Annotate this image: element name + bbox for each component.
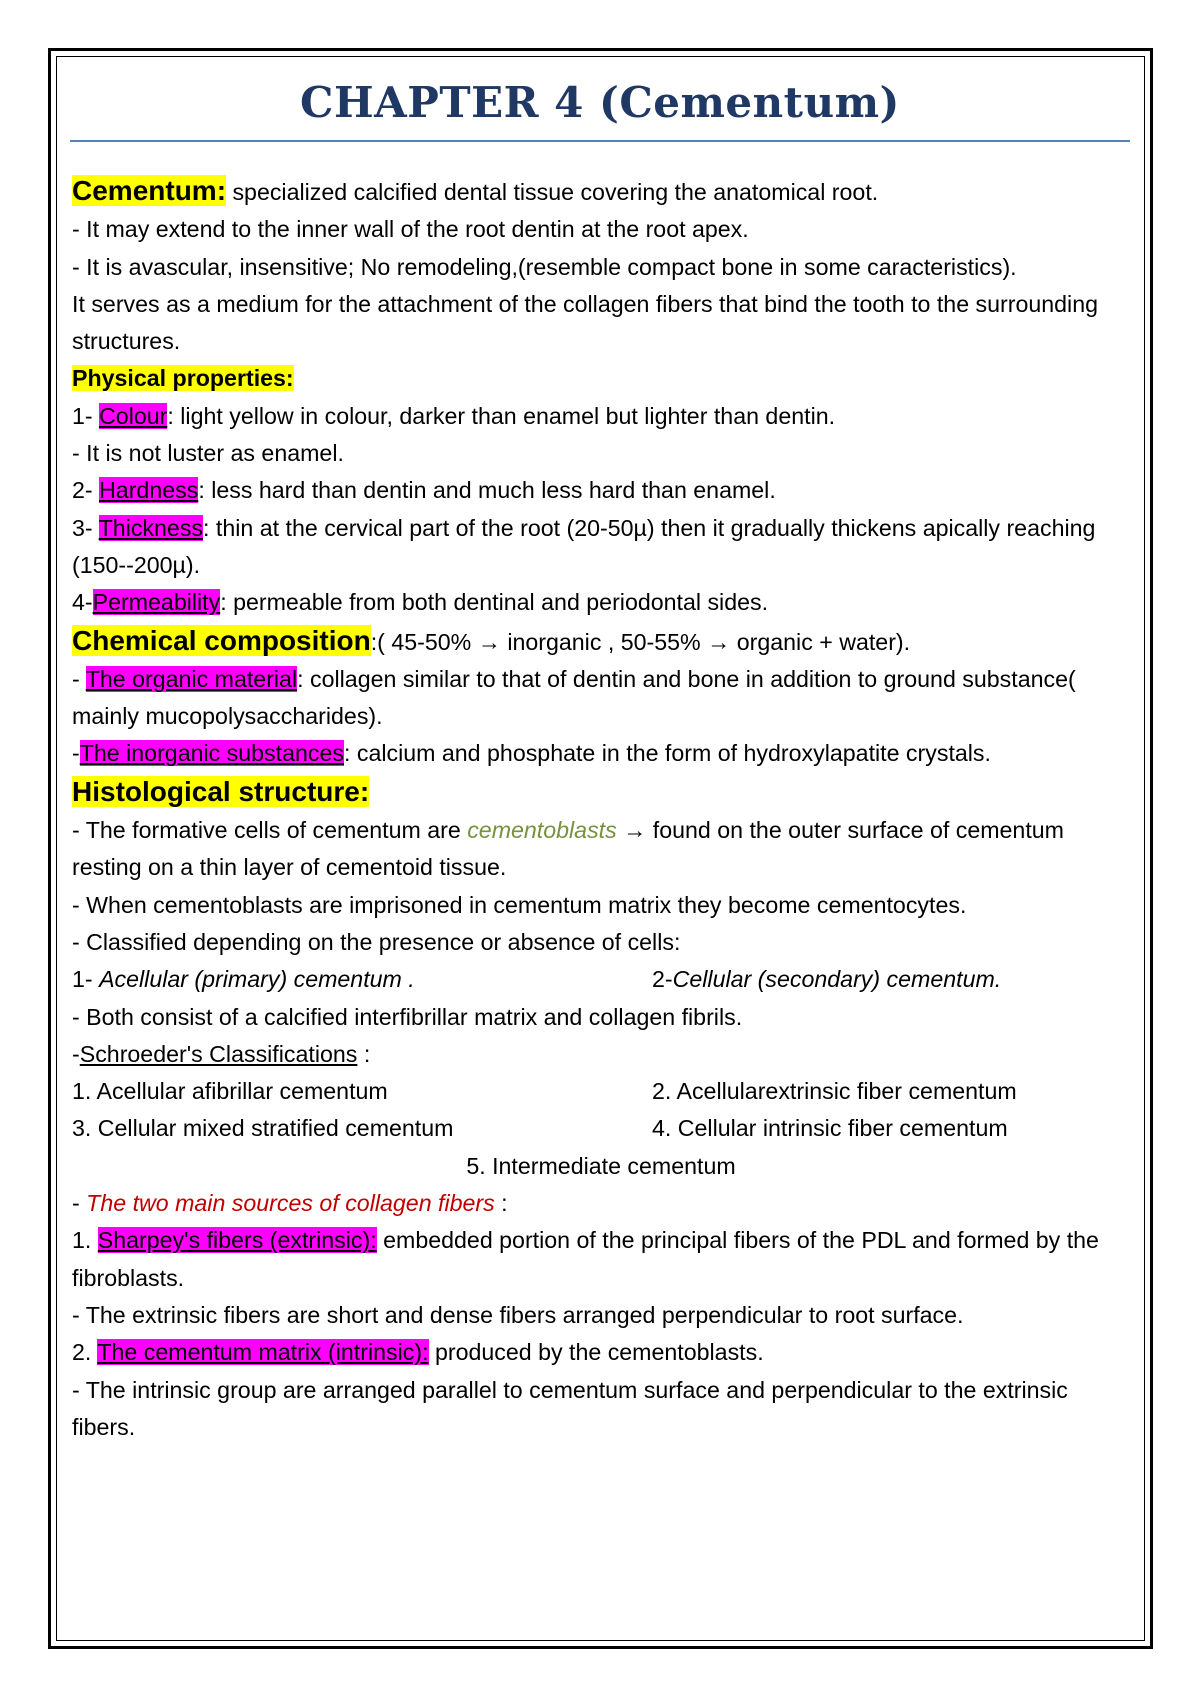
sharpey-item bbox=[72, 1222, 1130, 1297]
matrix-prefix: 2. bbox=[72, 1339, 98, 1366]
avascular-note: - It is avascular, insensitive; No remodeling,(resemble compact bone in some caracteristics). bbox=[72, 253, 1017, 280]
type-cellular bbox=[652, 961, 1001, 998]
schroeder-item-2: 2. Acellularextrinsic fiber cementum bbox=[652, 1078, 1017, 1105]
cementum-types-row bbox=[72, 961, 1130, 998]
schroeder-pre: - bbox=[72, 1040, 80, 1067]
schroeder-post: : bbox=[357, 1040, 371, 1067]
colour-item bbox=[72, 398, 1130, 435]
type2-text: Cellular (secondary) cementum. bbox=[672, 966, 1002, 993]
schroeder-item-1: 1. Acellular afibrillar cementum bbox=[72, 1078, 388, 1105]
organic-text: : collagen similar to that of dentin and bone in addition to ground substance( mainly mucopolysaccharides). bbox=[72, 665, 1076, 730]
organic-prefix: - bbox=[72, 665, 86, 692]
attachment-note: It serves as a medium for the attachment of the collagen fibers that bind the tooth to the surrounding structures. bbox=[72, 290, 1099, 355]
permeability-item bbox=[72, 584, 1130, 621]
sharpey-term: Sharpey's fibers (extrinsic): bbox=[97, 1227, 377, 1254]
thickness-term: Thickness bbox=[98, 514, 204, 541]
hardness-term: Hardness bbox=[99, 477, 199, 504]
formative-post: → found on the outer surface of cementum resting on a thin layer of cementoid tissue. bbox=[72, 817, 1064, 881]
inorganic-item bbox=[72, 735, 1130, 772]
formative-cells-note bbox=[72, 812, 1130, 887]
cementum-definition bbox=[72, 172, 1130, 211]
matrix-text: produced by the cementoblasts. bbox=[428, 1339, 764, 1366]
permeability-prefix: 4- bbox=[72, 589, 93, 616]
cementum-definition-text: specialized calcified dental tissue covering the anatomical root. bbox=[226, 179, 879, 205]
permeability-term: Permeability bbox=[92, 589, 221, 616]
type2-number: 2- bbox=[652, 966, 673, 993]
chemical-ratio-text: :( 45-50% → inorganic , 50-55% → organic + water). bbox=[370, 628, 911, 655]
colour-text: : light yellow in colour, darker than enamel but lighter than dentin. bbox=[167, 402, 836, 429]
type-acellular bbox=[72, 961, 652, 998]
sharpey-prefix: 1. bbox=[72, 1227, 98, 1254]
schroeder-term: Schroeder's Classifications bbox=[79, 1040, 358, 1067]
thickness-prefix: 3- bbox=[72, 514, 99, 541]
schroeder-item-5: 5. Intermediate cementum bbox=[466, 1152, 736, 1179]
type1-text: Acellular (primary) cementum . bbox=[99, 966, 415, 993]
hardness-item bbox=[72, 472, 1130, 509]
matrix-composition-note: - Both consist of a calcified interfibrillar matrix and collagen fibrils. bbox=[72, 1003, 743, 1030]
schroeder-heading bbox=[72, 1036, 1130, 1073]
luster-note: - It is not luster as enamel. bbox=[72, 440, 344, 467]
chemical-heading-text: Chemical composition bbox=[72, 624, 371, 656]
classification-intro: - Classified depending on the presence or absence of cells: bbox=[72, 928, 681, 955]
sources-pre: - bbox=[72, 1190, 87, 1217]
schroeder-item-3: 3. Cellular mixed stratified cementum bbox=[72, 1115, 454, 1142]
extrinsic-note: - The extrinsic fibers are short and dense fibers arranged perpendicular to root surface. bbox=[72, 1301, 964, 1328]
inorganic-term: The inorganic substances bbox=[79, 740, 344, 767]
organic-term: The organic material bbox=[85, 665, 298, 692]
histological-heading bbox=[72, 773, 1130, 812]
root-apex-note: - It may extend to the inner wall of the root dentin at the root apex. bbox=[72, 216, 749, 243]
sources-term: The two main sources of collagen fibers bbox=[86, 1190, 495, 1217]
sharpey-text: embedded portion of the principal fibers of the PDL and formed by the fibroblasts. bbox=[72, 1227, 1099, 1291]
physical-heading-text: Physical properties: bbox=[72, 365, 294, 392]
type1-number: 1- bbox=[72, 966, 100, 993]
cementum-term: Cementum: bbox=[72, 175, 227, 206]
histological-heading-text: Histological structure: bbox=[72, 775, 370, 807]
schroeder-row-2 bbox=[72, 1110, 1130, 1147]
colour-term: Colour bbox=[99, 402, 168, 429]
title-underline-rule bbox=[70, 140, 1130, 142]
inorganic-text: : calcium and phosphate in the form of hydroxylapatite crystals. bbox=[343, 740, 991, 767]
page-title: CHAPTER 4 (Cementum) bbox=[300, 78, 900, 127]
intrinsic-note: - The intrinsic group are arranged parallel to cementum surface and perpendicular to the extrinsic fibers. bbox=[72, 1376, 1068, 1440]
hardness-text: : less hard than dentin and much less hard than enamel. bbox=[198, 477, 776, 504]
formative-pre: - The formative cells of cementum are bbox=[72, 817, 468, 844]
colour-prefix: 1- bbox=[72, 402, 100, 429]
cementocytes-note: - When cementoblasts are imprisoned in cementum matrix they become cementocytes. bbox=[72, 891, 967, 918]
hardness-prefix: 2- bbox=[72, 477, 100, 504]
organic-item bbox=[72, 661, 1130, 736]
document-body bbox=[72, 172, 1130, 1446]
cementoblasts-term: cementoblasts bbox=[467, 817, 617, 844]
physical-heading bbox=[72, 360, 1130, 397]
matrix-term: The cementum matrix (intrinsic): bbox=[97, 1339, 429, 1366]
chemical-heading bbox=[72, 622, 1130, 661]
schroeder-item-4: 4. Cellular intrinsic fiber cementum bbox=[652, 1115, 1008, 1142]
thickness-item bbox=[72, 510, 1130, 585]
sources-post: : bbox=[494, 1190, 508, 1217]
inorganic-prefix: - bbox=[72, 740, 80, 767]
thickness-text: : thin at the cervical part of the root (20-50µ) then it gradually thickens apically reaching (150--200µ). bbox=[72, 514, 1096, 578]
permeability-text: : permeable from both dentinal and periodontal sides. bbox=[220, 589, 769, 616]
cementum-matrix-item bbox=[72, 1334, 1130, 1371]
schroeder-row-1 bbox=[72, 1073, 1130, 1110]
collagen-sources-heading bbox=[72, 1185, 1130, 1222]
